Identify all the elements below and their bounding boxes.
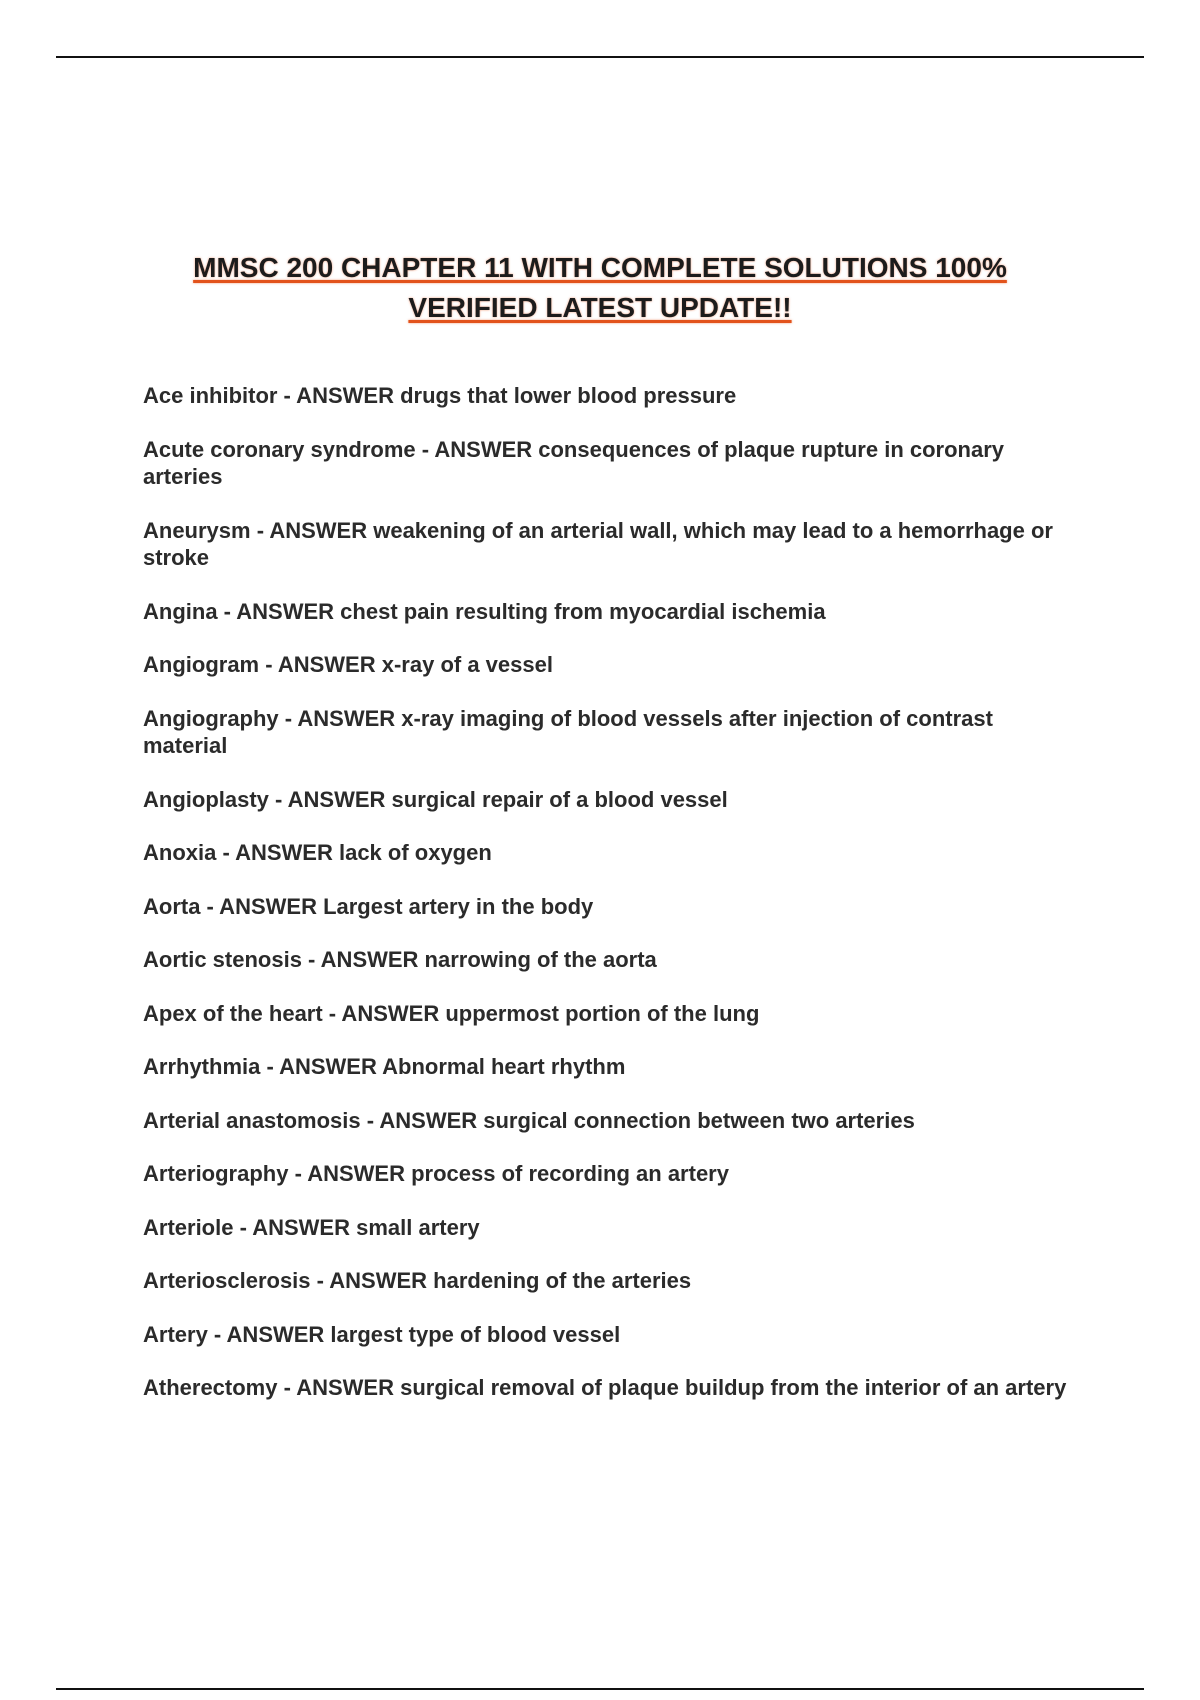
glossary-entry: Anoxia - ANSWER lack of oxygen: [143, 840, 492, 865]
glossary-entry: Arrhythmia - ANSWER Abnormal heart rhythm: [143, 1054, 626, 1079]
glossary-entry: Ace inhibitor - ANSWER drugs that lower blood pressure: [143, 383, 737, 408]
document-title: [100, 248, 1100, 328]
bottom-rule: [56, 1688, 1144, 1690]
glossary-entry: Aneurysm - ANSWER weakening of an arterial wall, which may lead to a hemorrhage or stroke: [143, 517, 1053, 570]
glossary-entry: Apex of the heart - ANSWER uppermost portion of the lung: [143, 1000, 760, 1026]
glossary-entry: Atherectomy - ANSWER surgical removal of plaque buildup from the interior of an artery: [143, 1375, 1067, 1400]
glossary-entry: Arterial anastomosis - ANSWER surgical connection between two arteries: [143, 1107, 915, 1133]
glossary-entry: Aorta - ANSWER Largest artery in the body: [143, 893, 594, 919]
glossary-entry: Arteriosclerosis - ANSWER hardening of the arteries: [143, 1268, 692, 1293]
top-rule: [56, 56, 1144, 58]
glossary-list: [143, 382, 1073, 1428]
glossary-entry: Artery - ANSWER largest type of blood vessel: [143, 1321, 621, 1347]
glossary-entry: Angina - ANSWER chest pain resulting from myocardial ischemia: [143, 598, 826, 624]
glossary-entry: Angiogram - ANSWER x-ray of a vessel: [143, 652, 553, 677]
glossary-entry: Arteriole - ANSWER small artery: [143, 1214, 480, 1240]
glossary-entry: Acute coronary syndrome - ANSWER consequences of plaque rupture in coronary arteries: [143, 436, 1005, 489]
glossary-entry: Angioplasty - ANSWER surgical repair of a blood vessel: [143, 786, 728, 812]
title-line-2: VERIFIED LATEST UPDATE!!: [408, 292, 792, 323]
glossary-entry: Aortic stenosis - ANSWER narrowing of the aorta: [143, 947, 657, 972]
glossary-entry: Arteriography - ANSWER process of recording an artery: [143, 1161, 729, 1186]
glossary-entry: Angiography - ANSWER x-ray imaging of blood vessels after injection of contrast material: [143, 705, 993, 758]
title-line-1: MMSC 200 CHAPTER 11 WITH COMPLETE SOLUTIONS 100%: [193, 252, 1007, 283]
